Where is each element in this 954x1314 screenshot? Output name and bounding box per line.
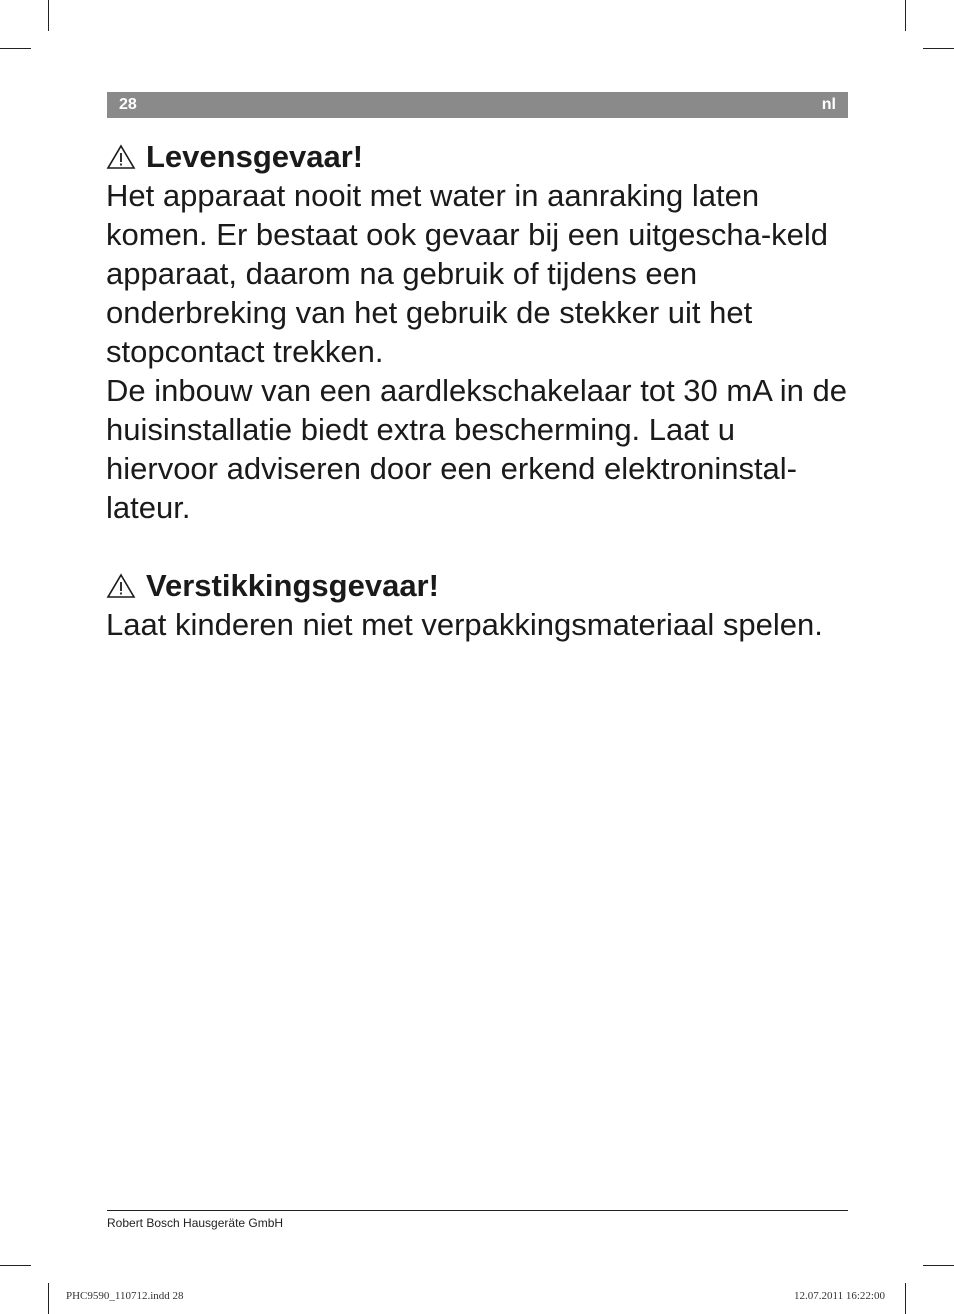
section-paragraph: Laat kinderen niet met verpakkingsmateriaal spelen. bbox=[106, 607, 823, 642]
section-title: Verstikkingsgevaar! bbox=[146, 568, 439, 603]
warning-triangle-icon bbox=[106, 573, 136, 599]
print-slug-file: PHC9590_110712.indd 28 bbox=[66, 1290, 184, 1302]
crop-mark bbox=[905, 1283, 906, 1314]
section-paragraph: Het apparaat nooit met water in aanraking laten komen. Er bestaat ook gevaar bij een uitgescha-keld apparaat, daarom na gebruik of tijdens een onderbreking van het gebruik de stekker uit het stopcontact trekken. bbox=[106, 178, 829, 369]
crop-mark bbox=[0, 48, 31, 49]
warning-triangle-icon bbox=[106, 144, 136, 170]
print-slug-date: 12.07.2011 16:22:00 bbox=[794, 1290, 885, 1302]
footer-company-name: Robert Bosch Hausgeräte GmbH bbox=[107, 1216, 284, 1230]
warning-section-life-danger bbox=[106, 137, 851, 527]
language-code: nl bbox=[821, 96, 836, 113]
section-heading bbox=[106, 566, 851, 605]
footer-divider bbox=[107, 1210, 848, 1211]
crop-mark bbox=[923, 1265, 954, 1266]
crop-mark bbox=[0, 1265, 31, 1266]
page-header-bar bbox=[107, 92, 848, 118]
section-paragraph: De inbouw van een aardlekschakelaar tot 30 mA in de huisinstallatie biedt extra bescherming. Laat u hiervoor adviseren door een erkend elektroninstal-lateur. bbox=[106, 373, 848, 525]
crop-mark bbox=[923, 48, 954, 49]
page-number: 28 bbox=[119, 96, 137, 113]
section-title: Levensgevaar! bbox=[146, 139, 364, 174]
page-content bbox=[106, 137, 851, 644]
crop-mark bbox=[48, 1283, 49, 1314]
crop-mark bbox=[48, 0, 49, 31]
crop-mark bbox=[905, 0, 906, 31]
warning-section-suffocation bbox=[106, 566, 851, 644]
section-heading bbox=[106, 137, 851, 176]
